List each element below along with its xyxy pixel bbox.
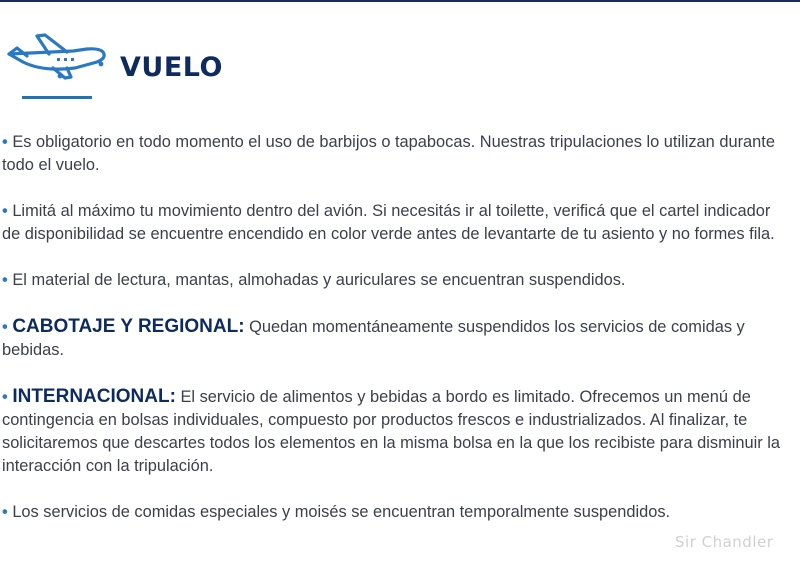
guideline-item: [2, 131, 792, 177]
bullet-icon: •: [2, 202, 8, 220]
guidelines-list: [2, 131, 792, 547]
bullet-icon: •: [2, 388, 8, 406]
airplane-icon: [3, 32, 111, 82]
watermark: Sir Chandler: [675, 533, 774, 551]
page-title: VUELO: [120, 52, 223, 83]
guideline-item: [2, 385, 792, 478]
bullet-icon: •: [2, 133, 8, 151]
guideline-text: Es obligatorio en todo momento el uso de barbijos o tapabocas. Nuestras tripulaciones lo utilizan durante todo el vuelo.: [2, 133, 775, 174]
guideline-item: [2, 269, 792, 292]
bullet-icon: •: [2, 503, 8, 521]
guideline-lead: INTERNACIONAL:: [12, 386, 176, 407]
guideline-item: [2, 501, 792, 524]
guideline-text: Los servicios de comidas especiales y moisés se encuentran temporalmente suspendidos.: [12, 503, 671, 521]
guideline-text: Quedan momentáneamente suspendidos los servicios de comidas y bebidas.: [2, 318, 745, 359]
guideline-lead: CABOTAJE Y REGIONAL:: [12, 316, 245, 337]
top-divider: [0, 0, 800, 2]
bullet-icon: •: [2, 318, 8, 336]
bullet-icon: •: [2, 271, 8, 289]
title-underline: [22, 96, 92, 99]
guideline-text: Limitá al máximo tu movimiento dentro del avión. Si necesitás ir al toilette, verificá que el cartel indicador de disponibilidad se encuentre encendido en color verde antes de levantarte de tu asiento y no formes fila.: [2, 202, 775, 243]
section-header: [0, 30, 400, 100]
guideline-item: [2, 315, 792, 362]
guideline-text: El servicio de alimentos y bebidas a bordo es limitado. Ofrecemos un menú de contingencia en bolsas individuales, compuesto por productos frescos e industrializados. Al finalizar, te solicitaremos que descartes todos los elementos en la misma bolsa en la que los recibiste para disminuir la interacción con la tripulación.: [2, 388, 781, 475]
guideline-item: [2, 200, 792, 246]
guideline-text: El material de lectura, mantas, almohadas y auriculares se encuentran suspendidos.: [12, 271, 626, 289]
